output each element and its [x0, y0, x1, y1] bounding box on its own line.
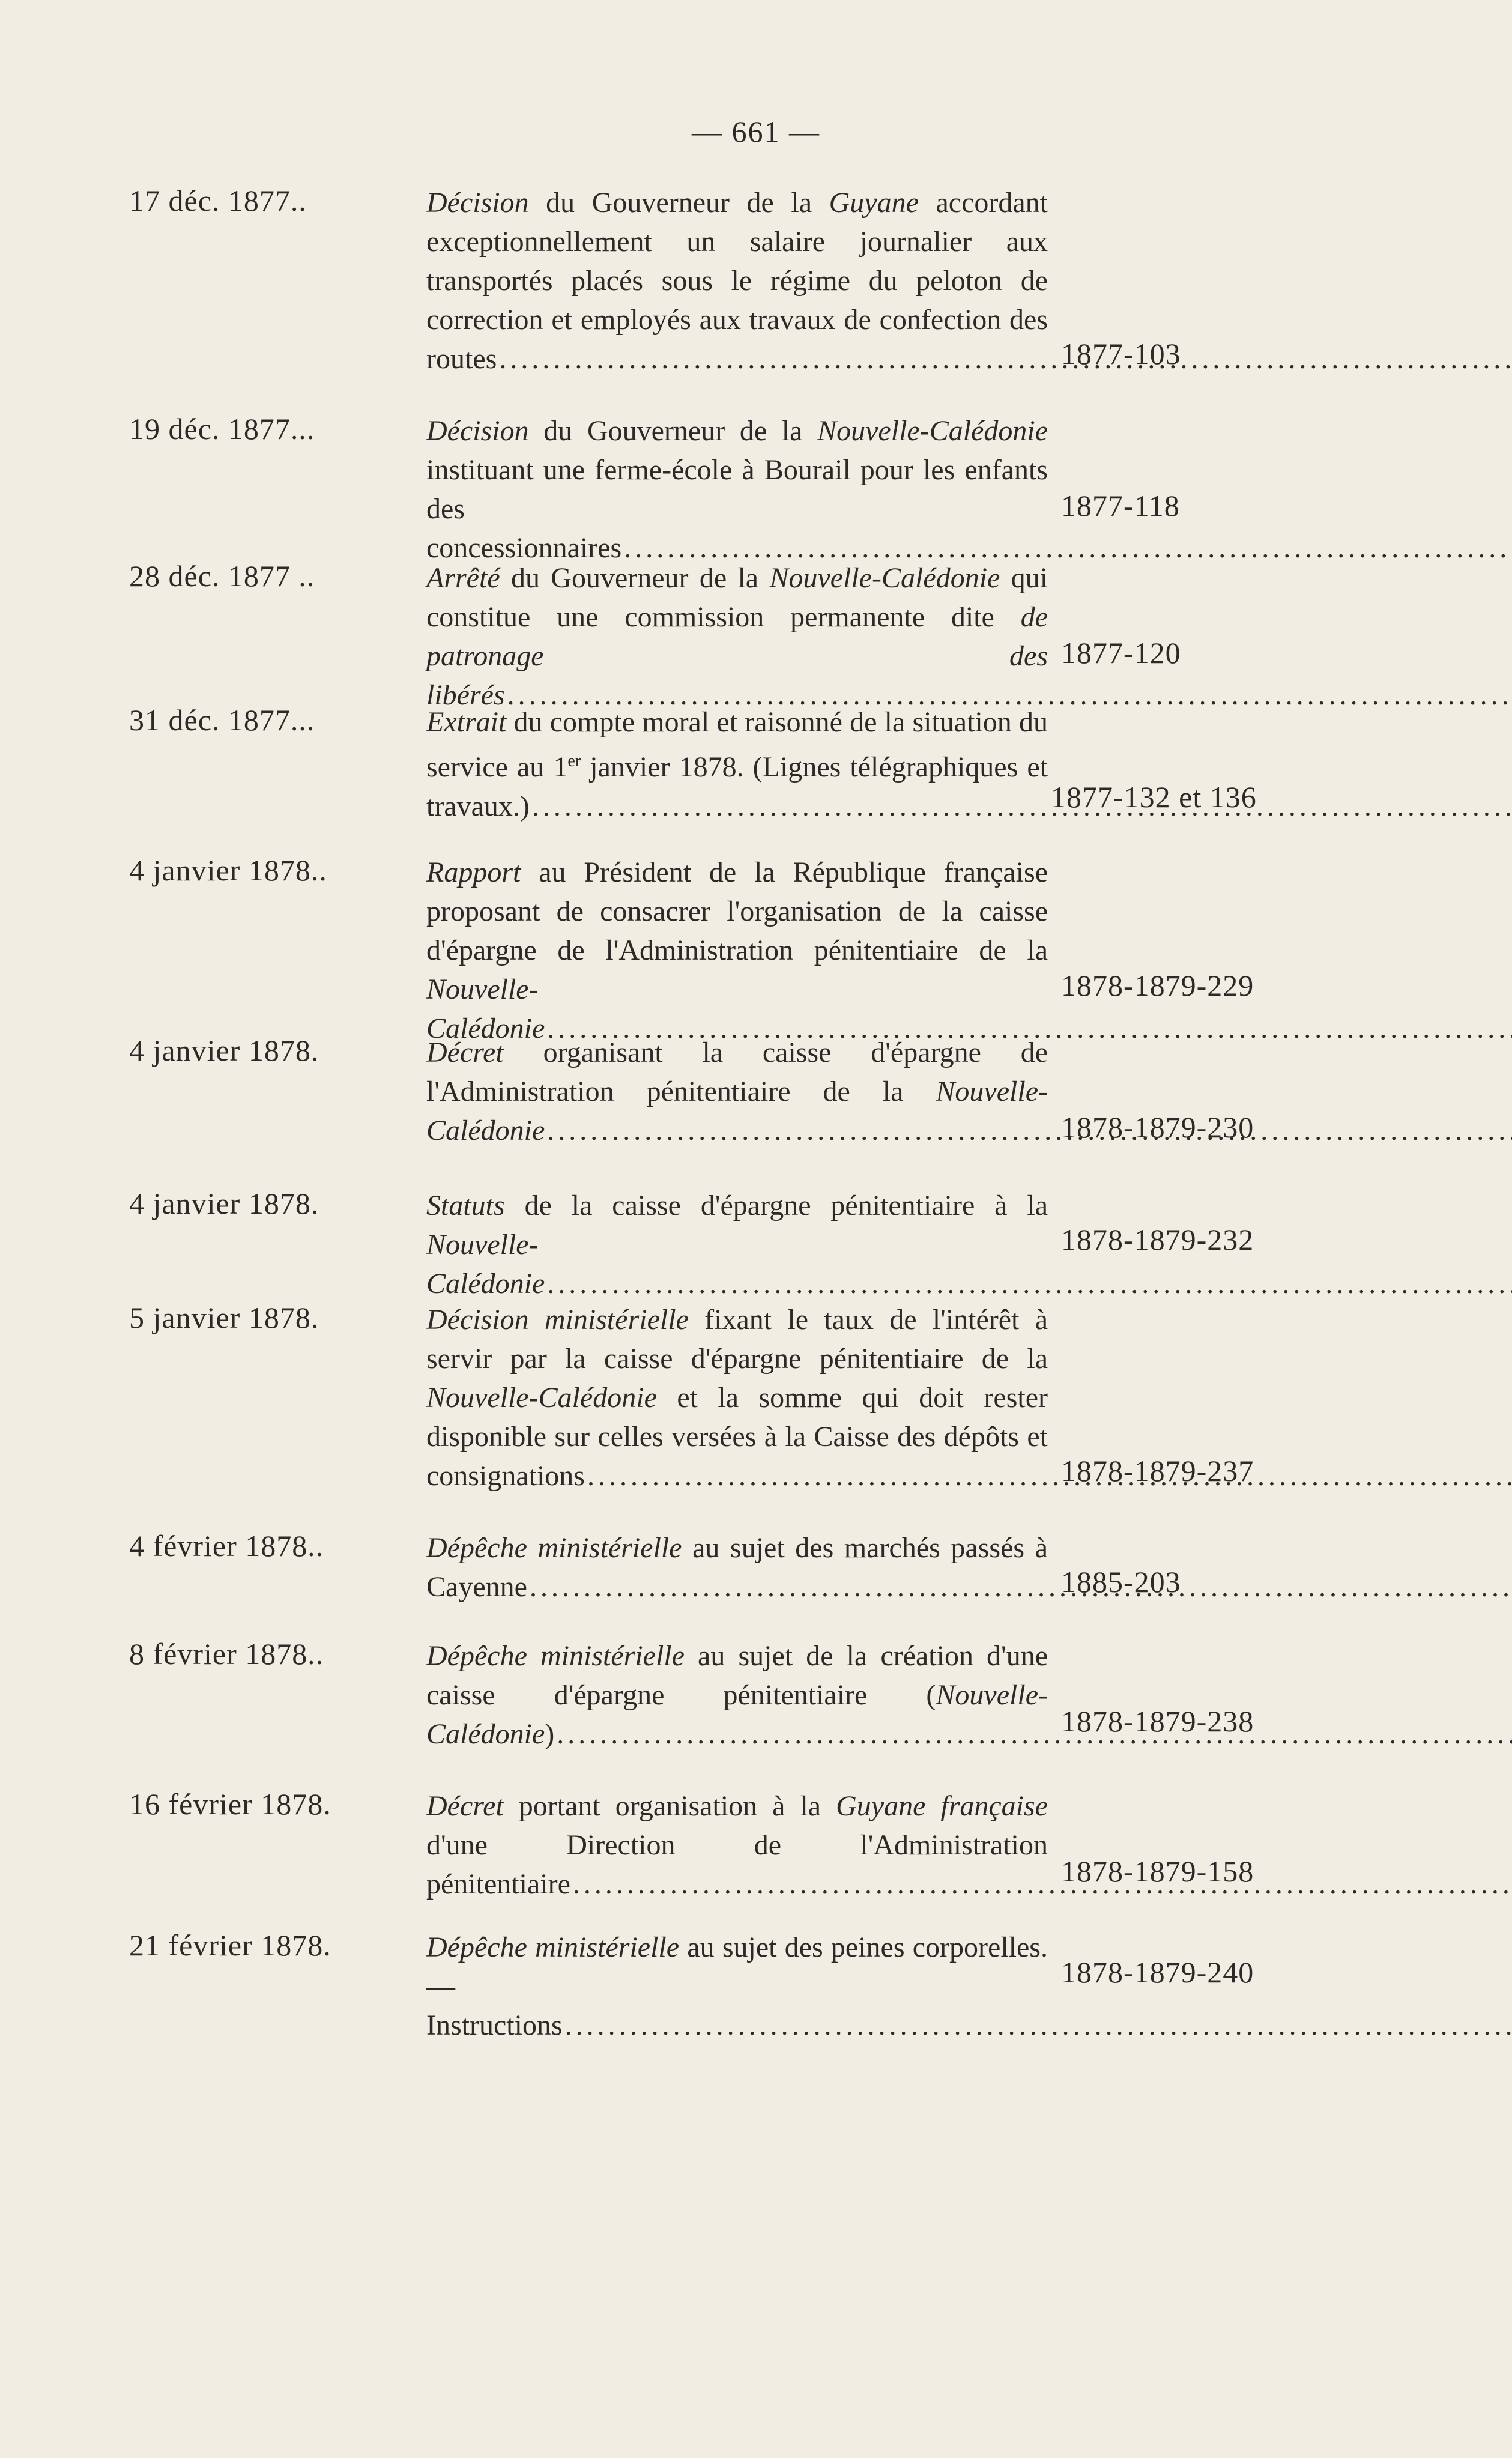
entry-reference: 1878-1879-238: [1061, 1704, 1254, 1738]
entry-reference: 1878-1879-232: [1061, 1223, 1254, 1256]
entry-reference: 1878-1879-237: [1061, 1454, 1254, 1488]
leader-dots: [545, 1115, 1512, 1146]
leader-dots: [497, 343, 1512, 375]
entry-text: Rapport au Président de la République française proposant de consacrer l'organisation de la caisse d'épargne de l'Administration pénitentiaire de la Nouvelle-Calédonie .....: [384, 853, 1048, 1048]
entry-text: Décision ministérielle fixant le taux de l'intérêt à servir par la caisse d'épargne pénitentiaire de la Nouvelle-Calédonie et la somme qui doit rester disponible sur celles versées à la Caisse des dépôts et consignations .....: [384, 1300, 1048, 1495]
entry-date: 4 janvier 1878.: [129, 1187, 319, 1220]
page-number: — 661 —: [692, 115, 820, 148]
entry-reference: 1878-1879-229: [1061, 969, 1254, 1002]
entry-text: Statuts de la caisse d'épargne pénitentiaire à la Nouvelle-Calédonie .....: [384, 1186, 1048, 1303]
entry-text: Dépêche ministérielle au sujet des marchés passés à Cayenne .....: [384, 1528, 1048, 1606]
entry-reference: 1877-120: [1061, 636, 1181, 670]
entry-reference: 1885-203: [1061, 1565, 1181, 1599]
entry-date: 28 déc. 1877 ..: [129, 559, 315, 593]
entry-text: Décret portant organisation à la Guyane française d'une Direction de l'Administration pénitentiaire .....: [384, 1787, 1048, 1904]
entry-reference: 1877-103: [1061, 337, 1181, 371]
entry-date: 4 janvier 1878.: [129, 1034, 319, 1067]
entry-date: 16 février 1878.: [129, 1787, 331, 1821]
entry-date: 31 déc. 1877...: [129, 703, 315, 737]
entry-date: 17 déc. 1877..: [129, 184, 307, 217]
entry-text: Dépêche ministérielle au sujet de la création d'une caisse d'épargne pénitentiaire (Nouvelle-Calédonie) .....: [384, 1636, 1048, 1754]
entry-text: Arrêté du Gouverneur de la Nouvelle-Calédonie qui constitue une commission permanente dite de patronage des libérés .....: [384, 558, 1048, 715]
entry-text: Décision du Gouverneur de la Nouvelle-Calédonie instituant une ferme-école à Bourail pour les enfants des concessionnaires .....: [384, 411, 1048, 568]
entry-reference: 1878-1879-158: [1061, 1854, 1254, 1888]
entry-date: 5 janvier 1878.: [129, 1301, 319, 1334]
entry-title: Statuts: [426, 1190, 505, 1221]
entry-title: Décret: [426, 1037, 504, 1068]
entry-text: Décision du Gouverneur de la Guyane accordant exceptionnellement un salaire journalier aux transportés placés sous le régime du peloton de correction et employés aux travaux de confection des routes .....: [384, 183, 1048, 378]
entry-text: Extrait du compte moral et raisonné de la situation du service au 1er janvier 1878. (Lignes télégraphiques et travaux.) .....: [384, 703, 1048, 826]
entry-reference: 1878-1879-240: [1061, 1955, 1254, 1989]
entry-text: Décret organisant la caisse d'épargne de l'Administration pénitentiaire de la Nouvelle-Calédonie .....: [384, 1033, 1048, 1150]
entry-title: Dépêche ministérielle: [426, 1532, 682, 1564]
entry-title: Décision ministérielle: [426, 1304, 689, 1336]
entry-title: Décision: [426, 187, 529, 219]
leader-dots: [570, 1868, 1512, 1900]
entry-reference: 1877-132 et 136: [1051, 780, 1257, 814]
leader-dots: [527, 1571, 1512, 1603]
entry-title: Dépêche ministérielle: [426, 1931, 680, 1963]
entry-title: Rapport: [426, 856, 521, 888]
entry-text: Dépêche ministérielle au sujet des peines corporelles. — Instructions .....: [384, 1928, 1048, 2045]
leader-dots: [545, 1268, 1512, 1300]
entry-date: 21 février 1878.: [129, 1928, 331, 1962]
entry-date: 19 déc. 1877...: [129, 412, 315, 446]
leader-dots: [530, 790, 1512, 822]
entry-date: 4 février 1878..: [129, 1529, 324, 1563]
superscript: er: [567, 752, 581, 770]
entry-title: Dépêche ministérielle: [426, 1640, 685, 1672]
entry-date: 8 février 1878..: [129, 1637, 324, 1671]
entry-title: Arrêté: [426, 562, 500, 594]
leader-dots: [554, 1718, 1512, 1750]
entry-reference: 1877-118: [1061, 489, 1180, 522]
entry-date: 4 janvier 1878..: [129, 853, 327, 887]
entry-reference: 1878-1879-230: [1061, 1110, 1254, 1144]
entry-title: Extrait: [426, 706, 507, 738]
leader-dots: [563, 2009, 1512, 2041]
entry-title: Décision: [426, 415, 529, 447]
leader-dots: [585, 1460, 1512, 1492]
entry-title: Décret: [426, 1790, 504, 1822]
